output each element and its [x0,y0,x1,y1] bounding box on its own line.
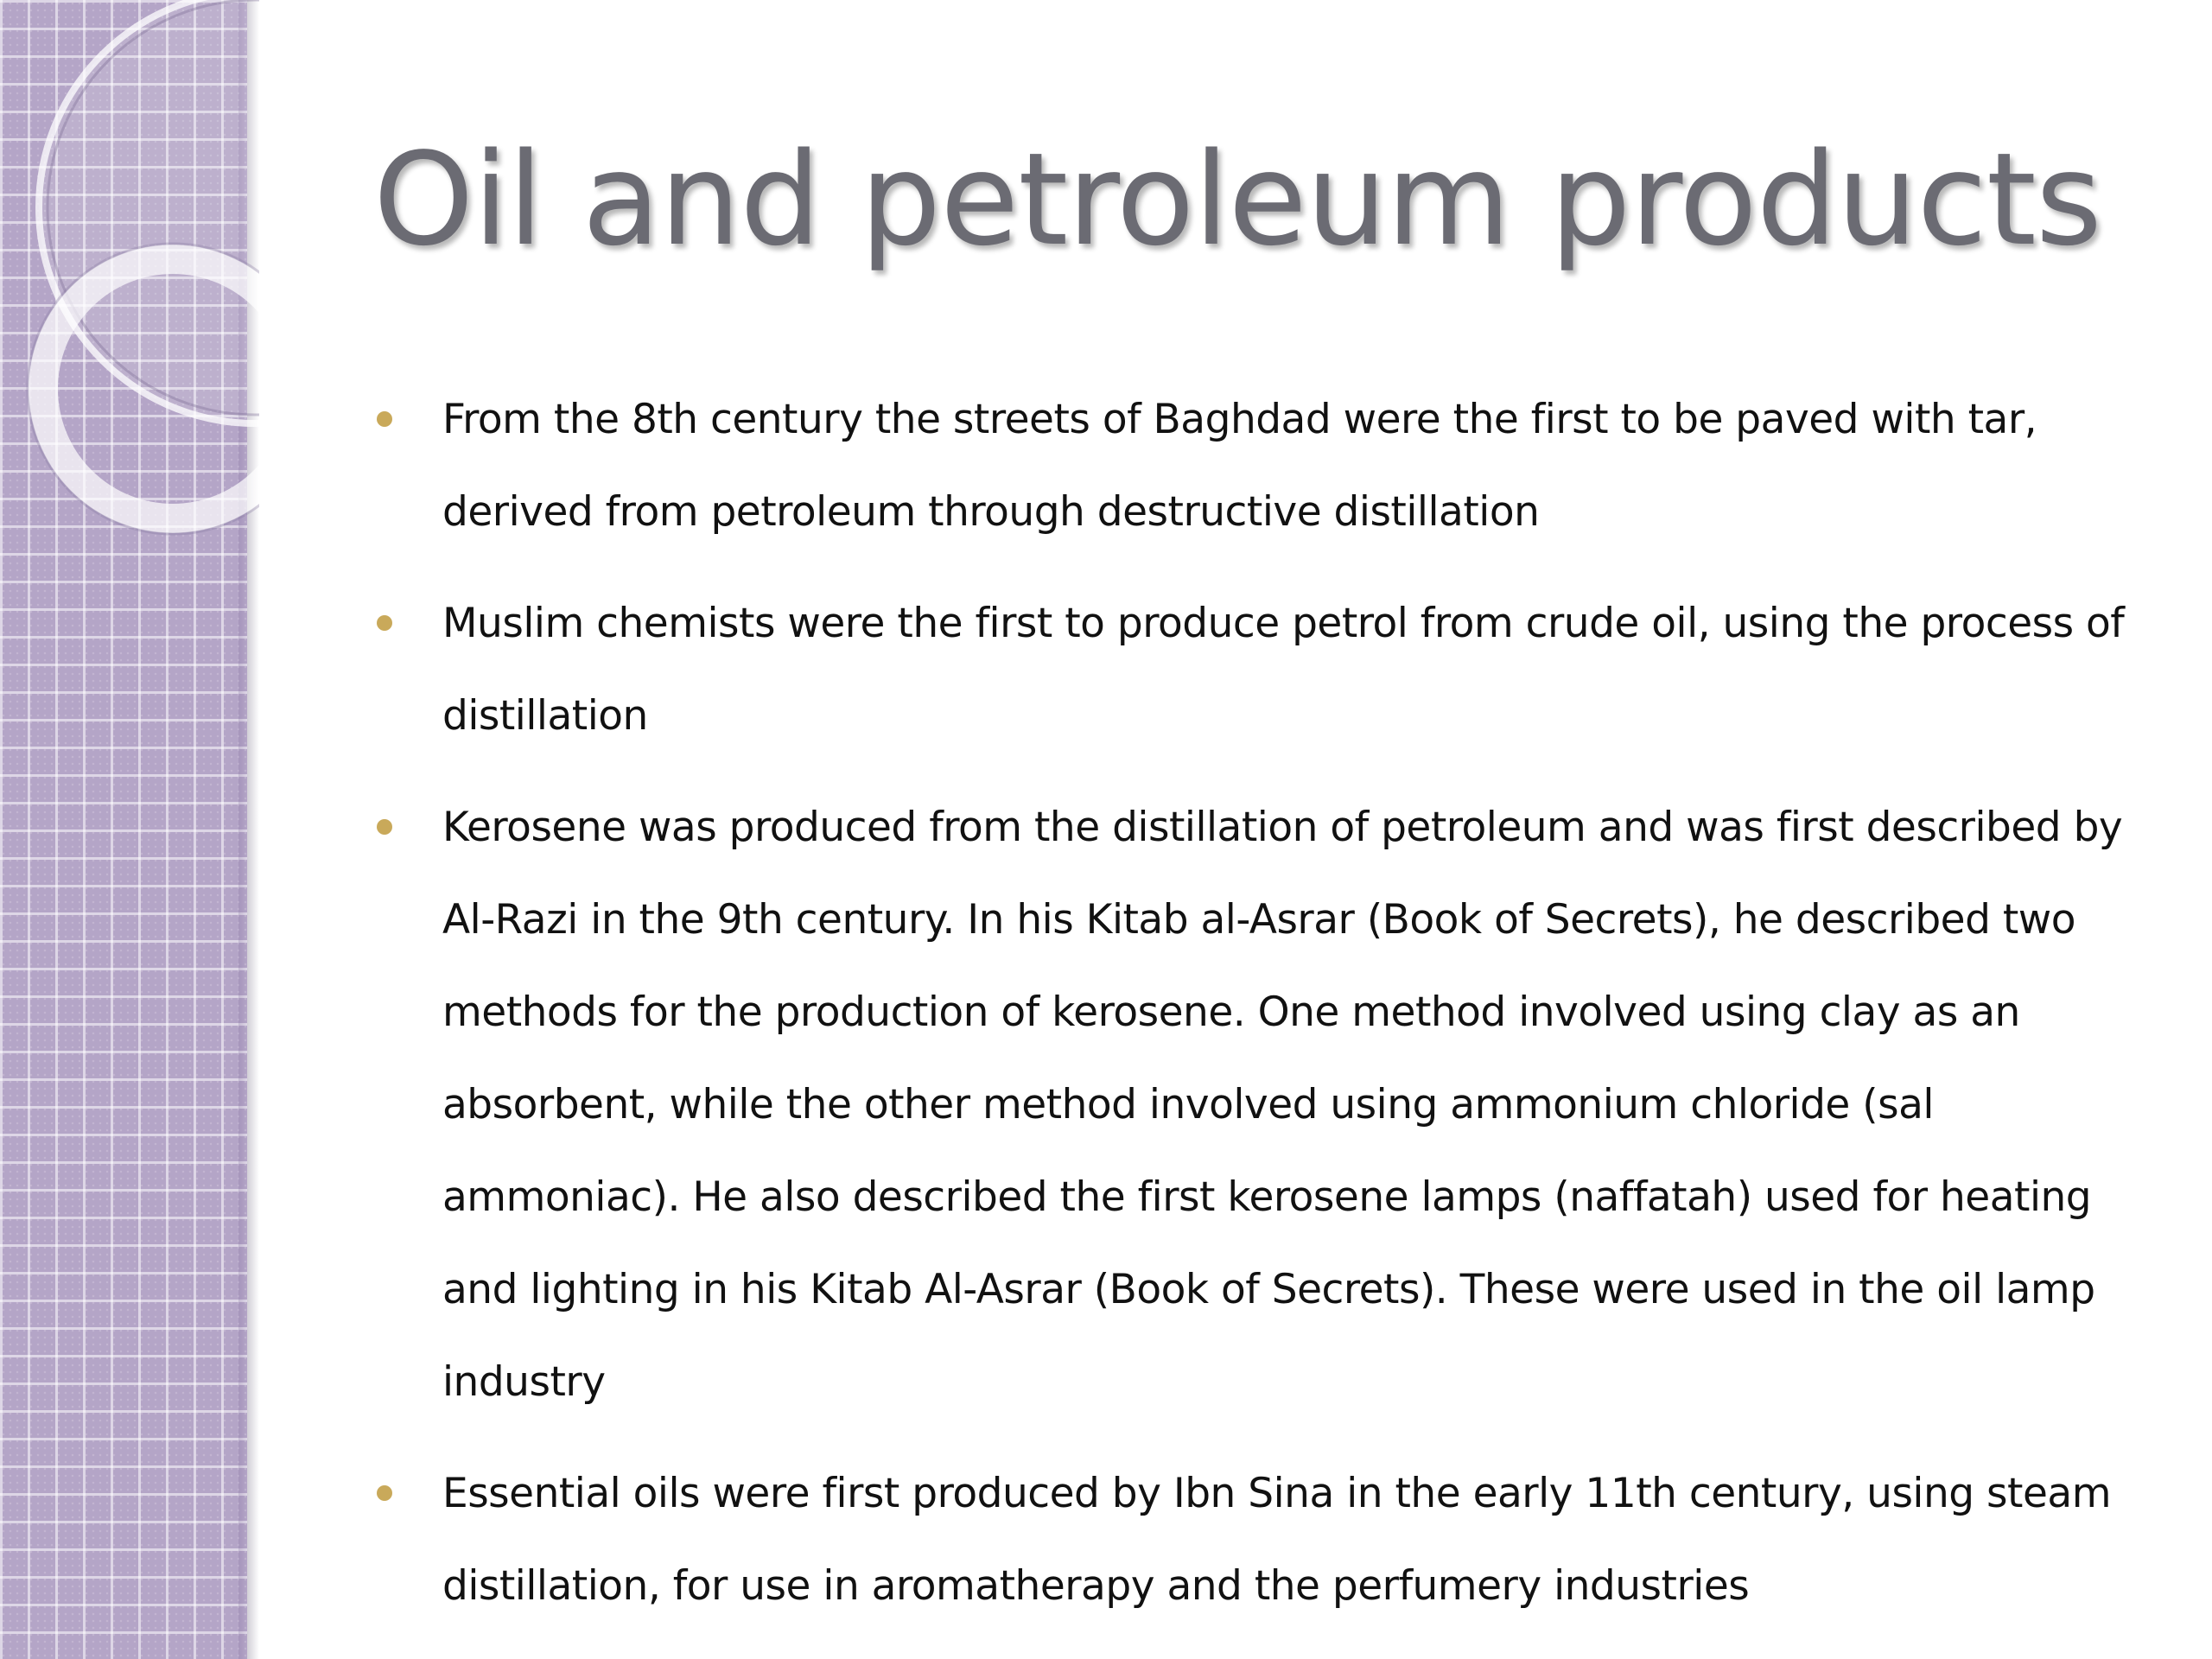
bullet-item [373,373,2171,558]
bullet-list [373,373,2171,1651]
bullet-marker-icon [377,615,392,631]
bullet-item [373,781,2171,1428]
bullet-item [373,1447,2171,1632]
bullet-marker-icon [377,1485,392,1501]
decorative-rings [0,0,259,553]
slide-title: Oil and petroleum products [373,125,2101,274]
bullet-item [373,577,2171,762]
bullet-text: Essential oils were first produced by Ibn Sina in the early 11th century, using steam distillation, for use in aromatherapy and the perfumery industries [442,1470,2111,1610]
bullet-text: From the 8th century the streets of Baghdad were the first to be paved with tar, derived from petroleum through destructive distillation [442,396,2037,536]
bullet-text: Muslim chemists were the first to produce petrol from crude oil, using the process of distillation [442,600,2125,740]
bullet-text: Kerosene was produced from the distillation of petroleum and was first described by Al-Razi in the 9th century. In his Kitab al-Asrar (Book of Secrets), he described two methods for the production of kerosene. One method involved using clay as an absorbent, while the other method involved using ammonium chloride (sal ammoniac). He also described the first kerosene lamps (naffatah) used for heating and lighting in his Kitab Al-Asrar (Book of Secrets). These were used in the oil lamp industry [442,804,2123,1406]
bullet-marker-icon [377,819,392,835]
bullet-marker-icon [377,411,392,427]
